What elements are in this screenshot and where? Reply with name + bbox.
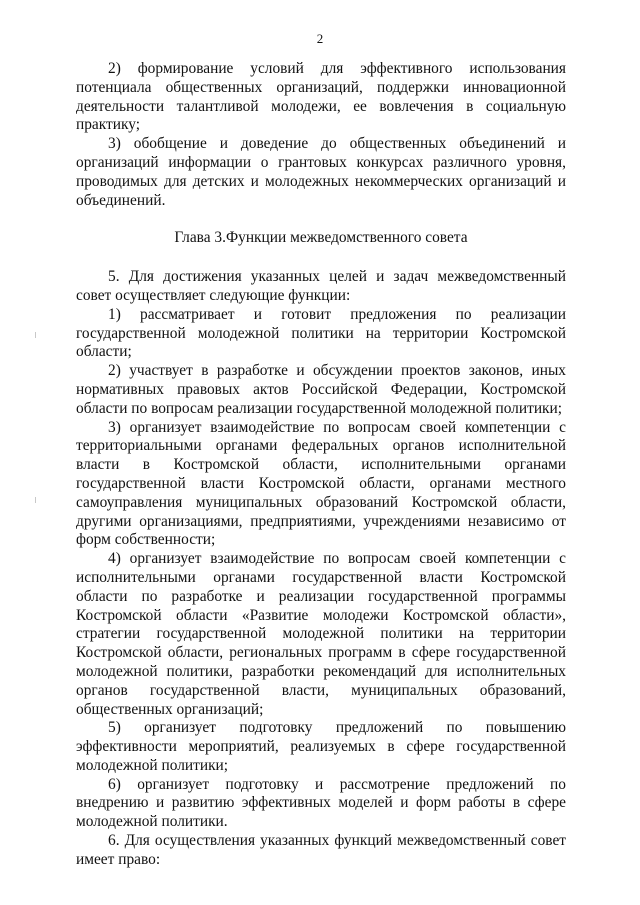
paragraph: 3) обобщение и доведение до общественных объединений и организаций информации о грантовых конкурсах различного уровня, проводимых для детских и молодежных некоммерческих организаций и объединений.	[76, 135, 566, 209]
paragraph: 6. Для осуществления указанных функций межведомственный совет имеет право:	[76, 832, 566, 868]
list-item: 2) участвует в разработке и обсуждении проектов законов, иных нормативных правовых актов Российской Федерации, Костромской области по вопросам реализации государственной молодежной политики;	[76, 362, 566, 417]
list-item: 3) организует взаимодействие по вопросам своей компетенции с территориальными органами федеральных органов исполнительной власти в Костромской области, исполнительными органами государственной власти Костромской области, органами местного самоуправления муниципальных образований Костромской области, другими организациями, предприятиями, учреждениями независимо от форм собственности;	[76, 418, 566, 549]
paragraph: 2) формирование условий для эффективного использования потенциала общественных организаций, поддержки инновационной деятельности талантливой молодежи, ее вовлечения в социальную практику;	[76, 60, 566, 134]
list-item: 1) рассматривает и готовит предложения по реализации государственной молодежной политики на территории Костромской области;	[76, 305, 566, 361]
paragraph: 5. Для достижения указанных целей и задач межведомственный совет осуществляет следующие функции:	[76, 268, 566, 304]
list-item: 6) организует подготовку и рассмотрение предложений по внедрению и развитию эффективных моделей и форм работы в сфере молодежной политики.	[76, 775, 566, 831]
list-item: 5) организует подготовку предложений по повышению эффективности мероприятий, реализуемых в сфере государственной молодежной политики;	[76, 719, 566, 774]
scan-margin-mark	[35, 332, 36, 338]
document-body	[76, 60, 566, 870]
page-number: 2	[316, 31, 324, 46]
chapter-heading: Глава 3.Функции межведомственного совета	[174, 229, 468, 247]
scan-margin-mark	[35, 497, 36, 503]
list-item: 4) организует взаимодействие по вопросам своей компетенции с исполнительными органами государственной власти Костромской области по разработке и реализации государственной программы Костромской области «Развитие молодежи Костромской области», стратегии государственной молодежной политики на территории Костромской области, региональных программ в сфере государственной молодежной политики, разработки рекомендаций для исполнительных органов государственной власти, муниципальных образований, общественных организаций;	[76, 550, 566, 718]
